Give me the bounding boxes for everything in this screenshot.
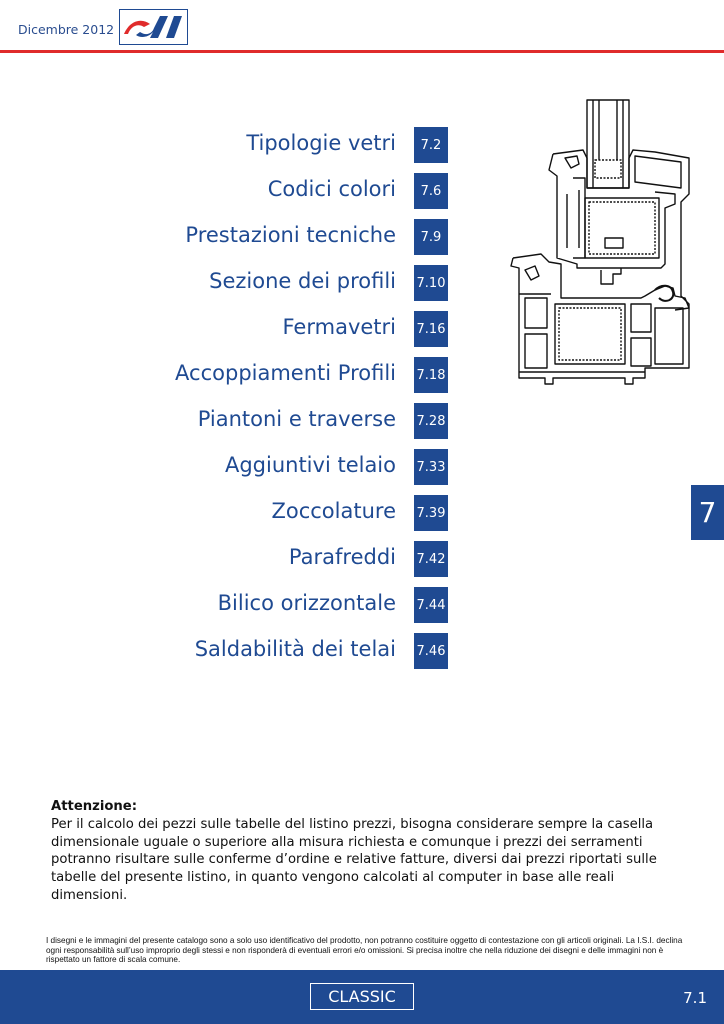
issue-date: Dicembre 2012 (18, 22, 115, 37)
toc-item-label[interactable]: Piantoni e traverse (197, 407, 396, 431)
attention-title: Attenzione: (51, 799, 138, 814)
toc-page-box[interactable]: 7.10 (414, 265, 448, 301)
series-label: CLASSIC (310, 983, 414, 1010)
toc-item-label[interactable]: Codici colori (267, 177, 396, 201)
window-profile-drawing (505, 98, 700, 390)
section-tab[interactable]: 7 (691, 485, 724, 540)
toc-item-label[interactable]: Aggiuntivi telaio (224, 453, 396, 477)
toc-item-label[interactable]: Sezione dei profili (209, 269, 396, 293)
toc-page-box[interactable]: 7.2 (414, 127, 448, 163)
toc-item-label[interactable]: Zoccolature (271, 499, 396, 523)
toc-item-label[interactable]: Bilico orizzontale (217, 591, 396, 615)
toc-page-box[interactable]: 7.28 (414, 403, 448, 439)
toc-item-label[interactable]: Saldabilità dei telai (194, 637, 396, 661)
disclaimer-text: I disegni e le immagini del presente catalogo sono a solo uso identificativo del prodotto, non potranno costituire oggetto di contestazione con gli articoli originali. La I.S.I. declina ogni responsabilità sull’uso improprio degli stessi e non risponderà di eventuali errori e/o omissioni. Si precisa inoltre che nella riduzione dei disegni e delle immagini non è rispettato un fattore di scala comune. (46, 936, 683, 965)
isi-logo (119, 9, 188, 45)
toc-item-label[interactable]: Tipologie vetri (246, 131, 396, 155)
toc-page-box[interactable]: 7.9 (414, 219, 448, 255)
toc-item-label[interactable]: Accoppiamenti Profili (175, 361, 396, 385)
toc-page-box[interactable]: 7.42 (414, 541, 448, 577)
toc-page-box[interactable]: 7.33 (414, 449, 448, 485)
attention-note (51, 798, 691, 905)
toc-page-box[interactable]: 7.44 (414, 587, 448, 623)
page-header (0, 0, 724, 54)
attention-body: Per il calcolo dei pezzi sulle tabelle del listino prezzi, bisogna considerare sempre la casella dimensionale uguale o superiore alla misura richiesta e comunque i prezzi dei serramenti potranno risultare sulle conferme d’ordine e relative fatture, diversi dai prezzi riportati sulle tabelle del presente listino, in quanto vengono calcolati al computer in base alle reali dimensioni. (51, 816, 657, 903)
toc-page-box[interactable]: 7.18 (414, 357, 448, 393)
toc-item-label[interactable]: Prestazioni tecniche (185, 223, 396, 247)
header-rule (0, 50, 724, 53)
toc-page-box[interactable]: 7.39 (414, 495, 448, 531)
toc-item-label[interactable]: Fermavetri (282, 315, 396, 339)
toc-page-box[interactable]: 7.6 (414, 173, 448, 209)
toc-item-label[interactable]: Parafreddi (288, 545, 396, 569)
page-number: 7.1 (683, 989, 707, 1007)
toc-page-box[interactable]: 7.16 (414, 311, 448, 347)
toc-page-box[interactable]: 7.46 (414, 633, 448, 669)
